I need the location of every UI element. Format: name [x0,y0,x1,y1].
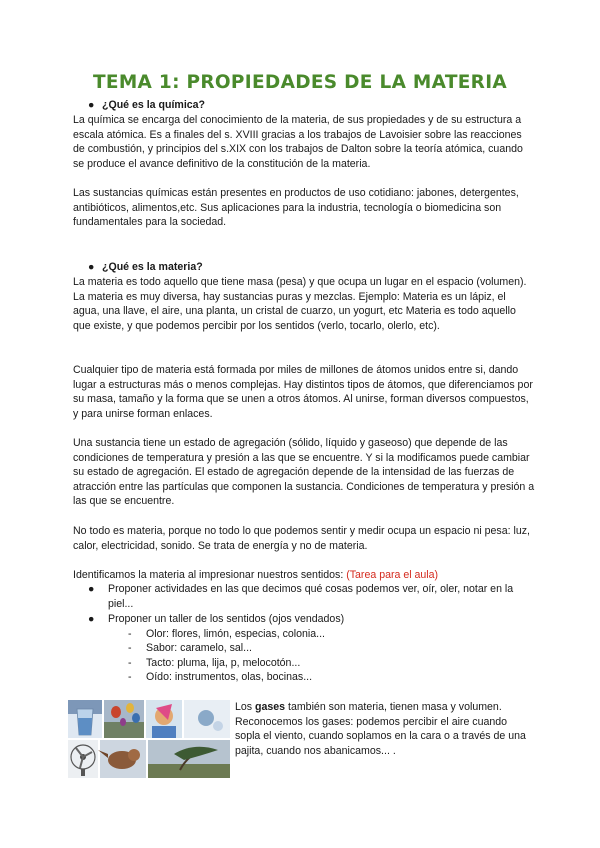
list-item: ● Proponer un taller de los sentidos (ojos vendados) [88,613,345,625]
bullet-icon: ● [88,613,95,625]
dog-wind-image [98,740,146,778]
paragraph-energia: No todo es materia, porque no todo lo que podemos sentir y medir ocupa un espacio ni pesa: luz, calor, electricidad, sonido. Se trata de energía y no de materia. [73,525,530,552]
question-materia: ● ¿Qué es la materia? [88,261,203,273]
task-note: (Tarea para el aula) [346,569,439,581]
bullet-icon: ● [88,583,95,595]
paragraph-atomos: Cualquier tipo de materia está formada por miles de millones de átomos unidos entre si, dando lugar a estructuras más o menos complejas. Hay distintos tipos de átomos, que diferenciamos por su masa, tamaño y la forma que se unen a otros átomos. Al unirse, forman diversos compuestos, y para unirse forman enlaces. [73,364,533,420]
windblown-tree-image [148,740,230,778]
page-title: TEMA 1: PROPIEDADES DE LA MATERIA [92,72,508,93]
water-glass-image [68,700,102,738]
blowing-image [184,700,230,738]
fan-image [68,740,98,778]
kite-child-image [146,700,182,738]
paragraph-quimica: La química se encarga del conocimiento de la materia, de sus propiedades y de su estructura a escala atómica. Es a finales del s. XVIII gracias a los trabajos de Lavoisier sobre las reacciones de combustión, y principios del s.XIX con los trabajos de Dalton sobre la teoría atómica, cuando se produce el avance definitivo de la constitución de la materia. [73,114,523,170]
sense-item-sabor: - Sabor: caramelo, sal... [128,642,252,654]
dash-icon: - [128,657,132,669]
paragraph-gases: Los gases también son materia, tienen masa y volumen. Reconocemos los gases: podemos percibir el aire cuando sopla el viento, cuando soplamos en la cara o a través de una pajita, cuando nos abanicamos... . [235,701,526,757]
paragraph-materia: La materia es todo aquello que tiene masa (pesa) y que ocupa un lugar en el espacio (volumen). La materia es muy diversa, hay sustancias puras y mezclas. Ejemplo: Materia es un lápiz, el agua, una llave, el aire, una planta, un cristal de cuarzo, un yogurt, etc Materia es todo aquello que existe, y que podemos percibir por los sentidos (verlo, tocarlo, olerlo, etc). [73,276,527,332]
question-quimica: ● ¿Qué es la química? [88,99,206,111]
paragraph-sentidos: Identificamos la materia al impresionar nuestros sentidos: (Tarea para el aula) [73,569,439,581]
dash-icon: - [128,671,132,683]
bullet-icon: ● [88,99,95,111]
gases-photo-collage [68,700,230,778]
paragraph-sustancias: Las sustancias químicas están presentes en productos de uso cotidiano: jabones, detergentes, antibióticos, alimentos,etc. Sus aplicaciones para la industria, tecnología o biomedicina son fundamentales para la sociedad. [73,187,519,229]
dash-icon: - [128,628,132,640]
bullet-icon: ● [88,261,95,273]
gases-keyword: gases [255,701,286,713]
paragraph-agregacion: Una sustancia tiene un estado de agregación (sólido, líquido y gaseoso) que depende de las condiciones de temperatura y presión a las que se encuentre. Y si la modificamos puede cambiar su estado de agregación. El estado de agregación depende de la intensidad de las fuerzas de atracción entre las partículas que componen la sustancia. Condiciones de temperatura y presión a las que se encuentre. [73,437,535,508]
sense-item-olor: - Olor: flores, limón, especias, colonia... [128,628,325,640]
dash-icon: - [128,642,132,654]
sense-item-tacto: - Tacto: pluma, lija, p, melocotón... [128,657,301,669]
sense-item-oido: - Oído: instrumentos, olas, bocinas... [128,671,313,683]
hot-air-balloons-image [104,700,144,738]
list-item: ● Proponer actividades en las que decimos qué cosas podemos ver, oír, oler, notar en la piel... [88,583,514,610]
